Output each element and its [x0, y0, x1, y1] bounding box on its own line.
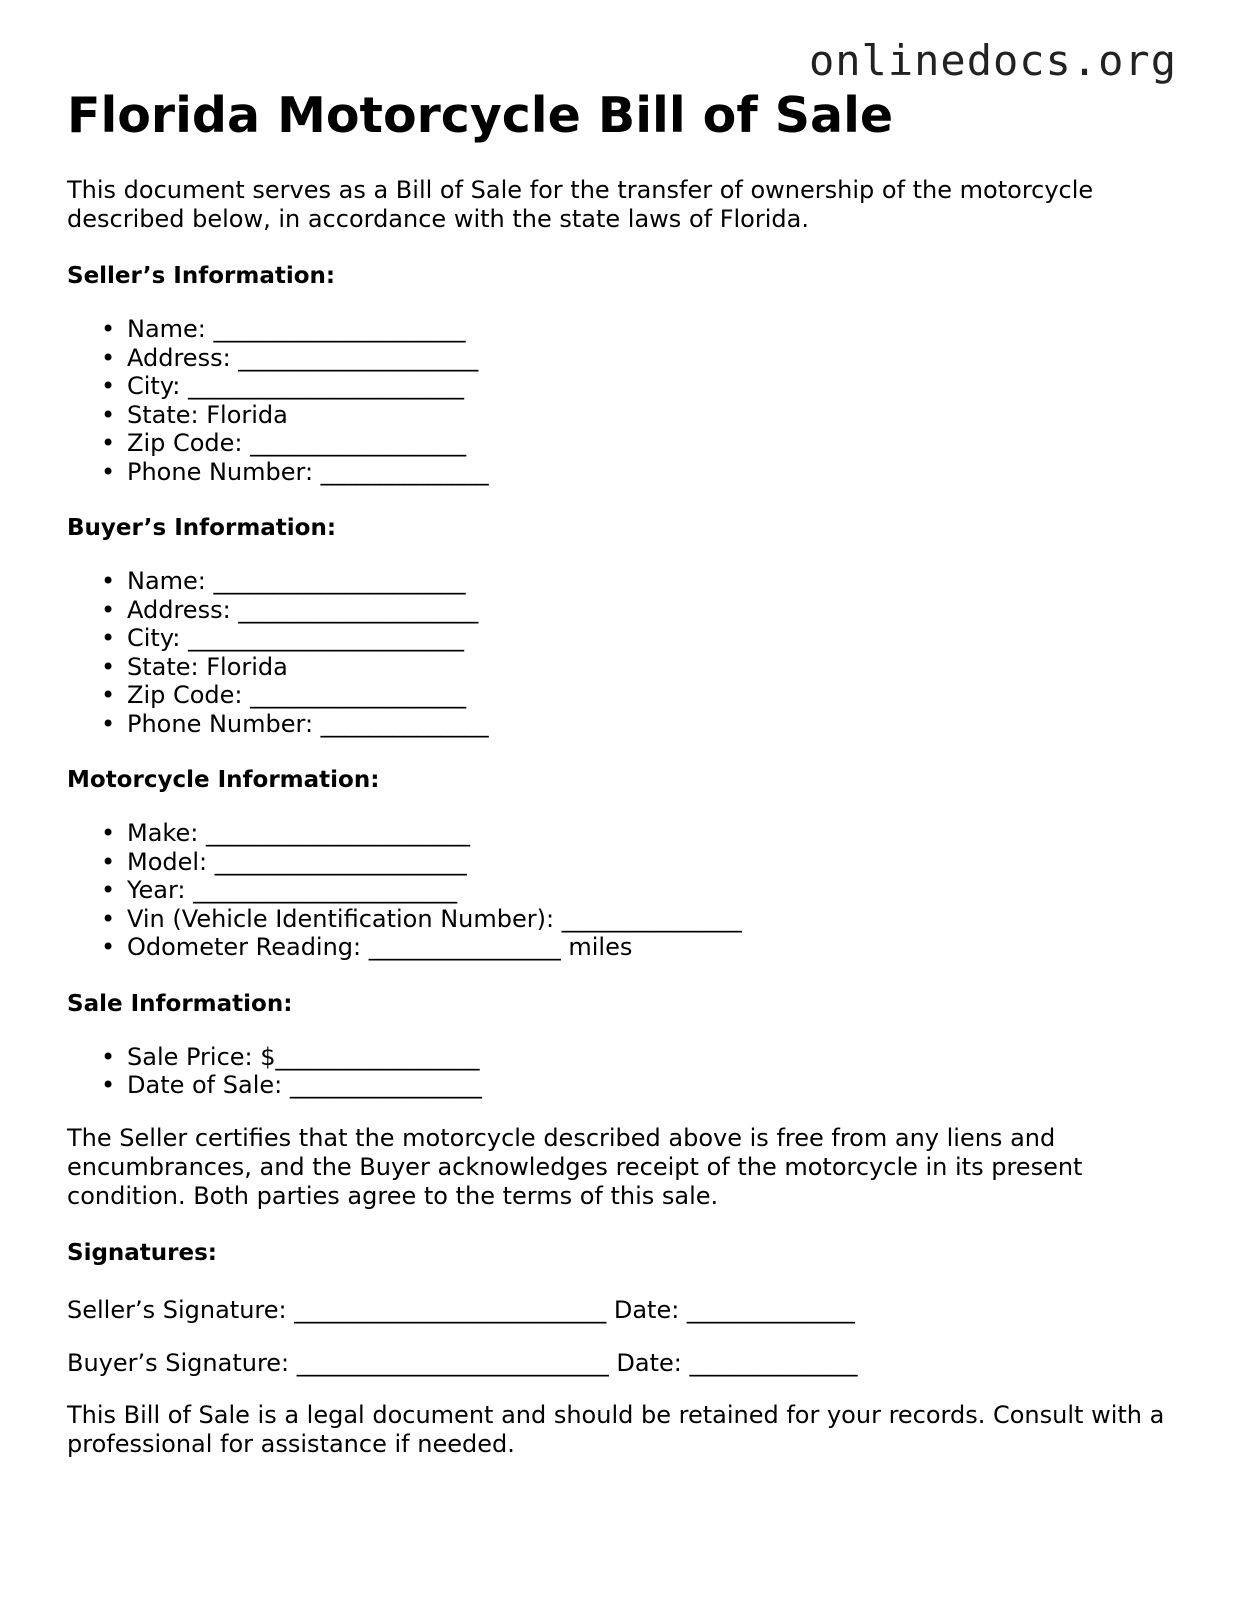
- watermark: onlinedocs.org: [808, 36, 1177, 85]
- signatures-section-heading: Signatures:: [67, 1239, 218, 1266]
- buyer-name-field: • Name: _____________________: [127, 567, 1177, 596]
- buyer-phone-field: • Phone Number: ______________: [127, 710, 1177, 739]
- buyer-address-field: • Address: ____________________: [127, 596, 1177, 625]
- motorcycle-odometer-field: • Odometer Reading: ________________ miles: [127, 933, 1177, 962]
- seller-fields-list: [67, 315, 1177, 486]
- seller-section-heading: Seller’s Information:: [67, 263, 336, 289]
- seller-city-field: • City: _______________________: [127, 372, 1177, 401]
- intro-paragraph: This document serves as a Bill of Sale for the transfer of ownership of the motorcycle described below, in accordance with the state laws of Florida.: [67, 176, 1094, 233]
- sale-section-heading: Sale Information:: [67, 990, 293, 1017]
- buyer-section-heading: Buyer’s Information:: [67, 515, 337, 541]
- motorcycle-vin-field: • Vin (Vehicle Identification Number): _______________: [127, 905, 1177, 934]
- buyer-state-field: • State: Florida: [127, 653, 1177, 682]
- buyer-city-field: • City: _______________________: [127, 624, 1177, 653]
- sale-price-field: • Sale Price: $_________________: [127, 1043, 1177, 1072]
- seller-name-field: • Name: _____________________: [127, 315, 1177, 344]
- sale-date-field: • Date of Sale: ________________: [127, 1071, 1177, 1100]
- seller-zip-field: • Zip Code: __________________: [127, 429, 1177, 458]
- certification-paragraph: The Seller certifies that the motorcycle described above is free from any liens and encumbrances, and the Buyer acknowledges receipt of the motorcycle in its present condition. Both parties agree to the terms of this sale.: [67, 1123, 1083, 1210]
- motorcycle-section-heading: Motorcycle Information:: [67, 767, 380, 793]
- seller-phone-field: • Phone Number: ______________: [127, 458, 1177, 487]
- footer-paragraph: This Bill of Sale is a legal document and should be retained for your records. Consult with a professional for assistance if needed.: [67, 1400, 1165, 1458]
- seller-signature-line: Seller’s Signature: __________________________ Date: ______________: [67, 1295, 855, 1324]
- motorcycle-fields-list: [67, 819, 1177, 962]
- buyer-zip-field: • Zip Code: __________________: [127, 681, 1177, 710]
- sale-fields-list: [67, 1043, 1177, 1100]
- motorcycle-model-field: • Model: _____________________: [127, 848, 1177, 877]
- seller-state-field: • State: Florida: [127, 401, 1177, 430]
- buyer-signature-line: Buyer’s Signature: __________________________ Date: ______________: [67, 1348, 858, 1377]
- buyer-fields-list: [67, 567, 1177, 738]
- document-title: Florida Motorcycle Bill of Sale: [67, 87, 894, 144]
- seller-address-field: • Address: ____________________: [127, 344, 1177, 373]
- motorcycle-make-field: • Make: ______________________: [127, 819, 1177, 848]
- motorcycle-year-field: • Year: ______________________: [127, 876, 1177, 905]
- document-body: [67, 86, 1177, 1459]
